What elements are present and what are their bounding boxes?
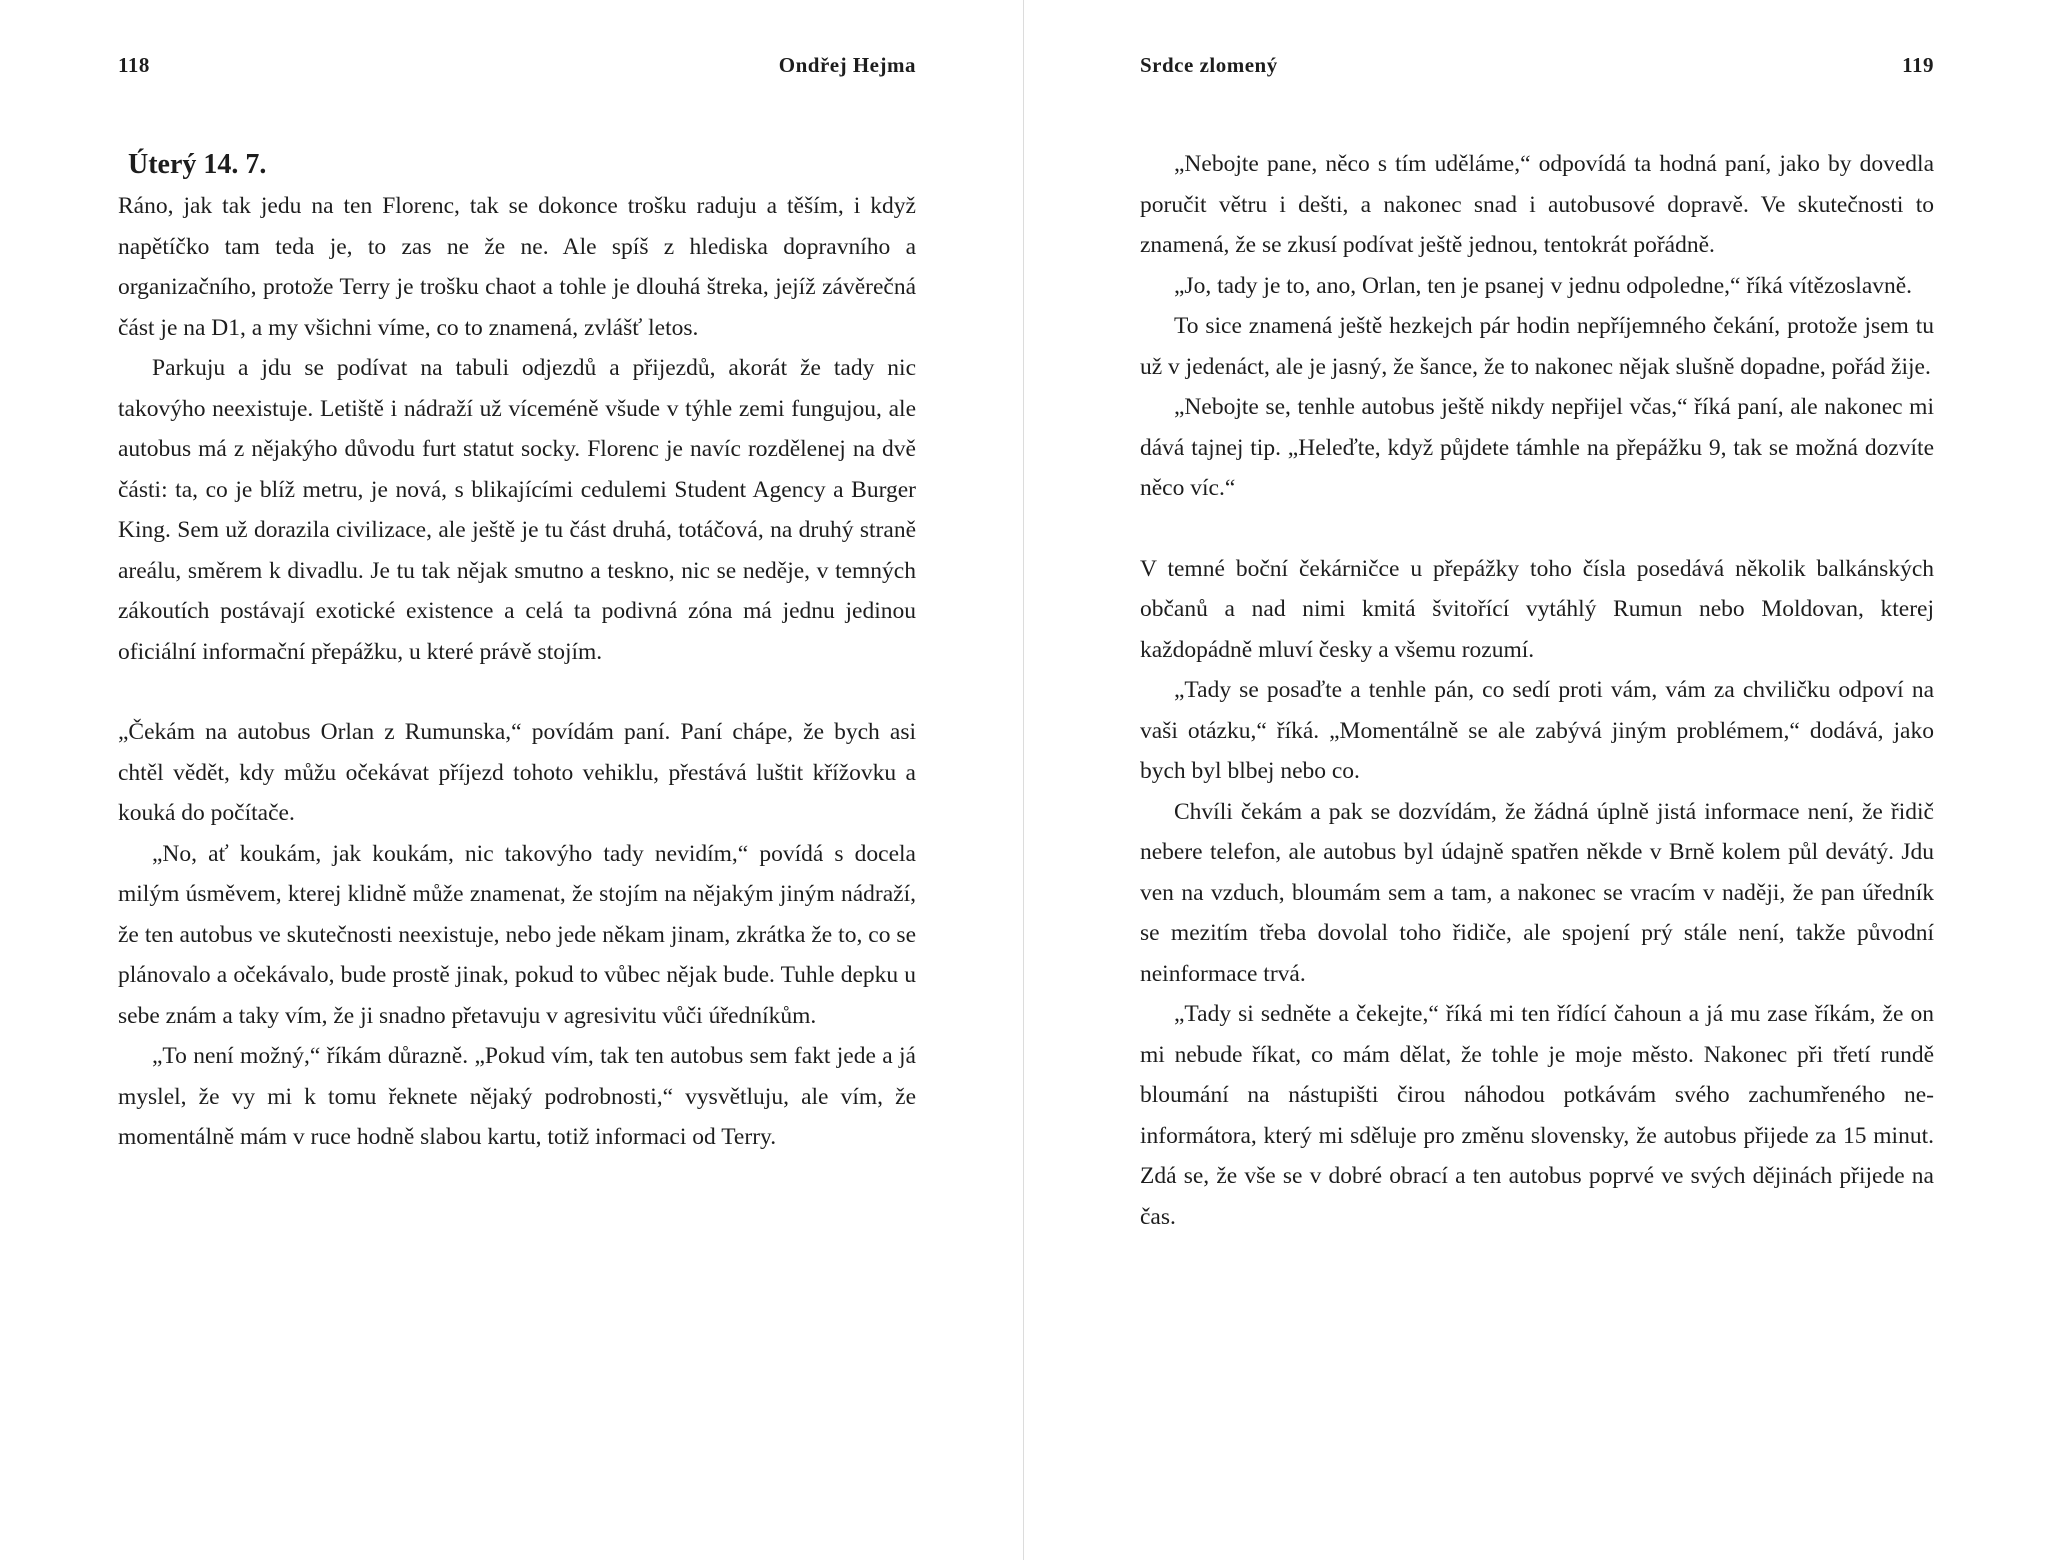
left-page-body: [118, 186, 916, 1158]
paragraph: „Nebojte pane, něco s tím uděláme,“ odpovídá ta hodná paní, jako by dovedla poručit větru i dešti, a nakonec snad i autobusové dopravě. Ve skutečnosti to znamená, že se zkusí podívat ještě jednou, tentokrát pořádně.: [1140, 151, 1934, 258]
left-page: [118, 52, 916, 1158]
right-running-head: Srdce zlomený: [1140, 53, 1278, 77]
paragraph: To sice znamená ještě hezkejch pár hodin nepříjemného čekání, protože jsem tu už v jedenáct, ale je jasný, že šance, že to nakonec nějak slušně dopadne, pořád žije.: [1140, 313, 1934, 380]
paragraph: Chvíli čekám a pak se dozvídám, že žádná úplně jistá informace není, že řidič nebere telefon, ale autobus byl údajně spatřen někde v Brně kolem půl devátý. Jdu ven na vzduch, bloumám sem a tam, a nakonec se vracím v naději, že pan úředník se mezitím třeba dovolal toho řidiče, ale spojení prý stále není, takže původní neinformace trvá.: [1140, 798, 1934, 987]
right-page: [1140, 52, 1934, 1237]
paragraph: „Tady si sedněte a čekejte,“ říká mi ten řídící čahoun a já mu zase říkám, že on mi nebude říkat, co mám dělat, že tohle je moje město. Nakonec při třetí rundě bloumání na nástupišti čirou náhodou potkávám svého zachumřeného ne-informátora, který mi sděluje pro změnu slovensky, že autobus přijede za 15 minut. Zdá se, že vše se v dobré obrací a ten autobus poprvé ve svých dějinách přijede na čas.: [1140, 1001, 1934, 1230]
left-running-head: Ondřej Hejma: [778, 53, 916, 77]
right-page-header: [1140, 52, 1934, 78]
paragraph: „Čekám na autobus Orlan z Rumunska,“ povídám paní. Paní chápe, že bych asi chtěl vědět, kdy můžu očekávat příjezd tohoto vehiklu, přestává luštit křížovku a kouká do počítače.: [118, 719, 916, 826]
paragraph: „Tady se posaďte a tenhle pán, co sedí proti vám, vám za chviličku odpoví na vaši otázku,“ říká. „Momentálně se ale zabývá jiným problémem,“ dodává, jako bych byl blbej nebo co.: [1140, 677, 1934, 784]
left-page-header: [118, 52, 916, 78]
paragraph: „Nebojte se, tenhle autobus ještě nikdy nepřijel včas,“ říká paní, ale nakonec mi dává tajnej tip. „Heleďte, když půjdete támhle na přepážku 9, tak se možná dozvíte něco víc.“: [1140, 394, 1934, 501]
right-page-body: [1140, 144, 1934, 1237]
paragraph: V temné boční čekárničce u přepážky toho čísla posedává několik balkánských občanů a nad nimi kmitá švitořící vytáhlý Rumun nebo Moldovan, kterej každopádně mluví česky a všemu rozumí.: [1140, 555, 1934, 663]
paragraph: Ráno, jak tak jedu na ten Florenc, tak se dokonce trošku raduju a těším, i když napětíčko tam teda je, to zas ne že ne. Ale spíš z hlediska dopravního a organizačního, protože Terry je trošku chaot a tohle je dlouhá štreka, jejíž závěrečná část je na D1, a my všichni víme, co to znamená, zvlášť letos.: [118, 193, 916, 341]
left-page-number: 118: [118, 53, 150, 77]
paragraph: Parkuju a jdu se podívat na tabuli odjezdů a přijezdů, akorát že tady nic takovýho neexistuje. Letiště i nádraží už víceméně všude v týhle zemi fungujou, ale autobus má z nějakýho důvodu furt statut socky. Florenc je navíc rozdělenej na dvě části: ta, co je blíž metru, je nová, s blikajícími cedulemi Student Agency a Burger King. Sem už dorazila civilizace, ale ještě je tu část druhá, totáčová, na druhý straně areálu, směrem k divadlu. Je tu tak nějak smutno a teskno, nic se neděje, v temných zákoutích postávají exotické existence a celá ta podivná zóna má jednu jedinou oficiální informační přepážku, u které právě stojím.: [118, 355, 916, 665]
paragraph: „Jo, tady je to, ano, Orlan, ten je psanej v jednu odpoledne,“ říká vítězoslavně.: [1174, 272, 1913, 299]
paragraph: „To není možný,“ říkám důrazně. „Pokud vím, tak ten autobus sem fakt jede a já myslel, že vy mi k tomu řeknete nějaký podrobnosti,“ vysvětluju, ale vím, že momentálně mám v ruce hodně slabou kartu, totiž informaci od Terry.: [118, 1043, 916, 1150]
right-page-number: 119: [1902, 53, 1934, 77]
section-heading: Úterý 14. 7.: [128, 149, 267, 180]
paragraph: „No, ať koukám, jak koukám, nic takovýho tady nevidím,“ povídá s docela milým úsměvem, kterej klidně může znamenat, že stojím na nějakým jiným nádraží, že ten autobus ve skutečnosti neexistuje, nebo jede někam jinam, zkrátka že to, co se plánovalo a očekávalo, bude prostě jinak, pokud to vůbec nějak bude. Tuhle depku u sebe znám a taky vím, že ji snadno přetavuju v agresivitu vůči úředníkům.: [118, 840, 916, 1029]
gutter-divider: [1023, 0, 1024, 1560]
